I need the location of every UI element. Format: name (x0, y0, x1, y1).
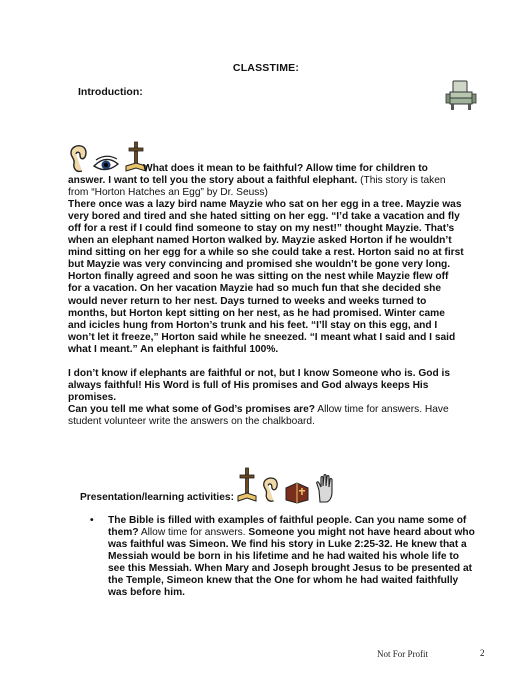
simeon-story-text: Someone you might not have heard about who was faithful was Simeon. We find his story in Luke 2:25-32. He knew that a Messiah would be born in his lifetime and he had waited his whole life to see this Messiah. When Mary and Joseph brought Jesus to be presented at the Temple, Simeon knew that the One for whom he had waited faithfully was before him. (108, 527, 475, 599)
answers-instruction: Allow time for answers. (138, 527, 246, 539)
intro-story-paragraph (68, 163, 464, 356)
page-number: 2 (480, 648, 485, 658)
promises-question: Can you tell me what some of God’s promises are? (68, 404, 316, 416)
presentation-icons-row (237, 466, 336, 506)
cross-on-book-icon (237, 466, 257, 509)
footer-text: Not For Profit (377, 649, 429, 659)
bullet-text (108, 515, 477, 599)
presentation-heading: Presentation/learning activities: (80, 492, 234, 503)
page-title: CLASSTIME: (232, 62, 300, 74)
bullet-marker: • (90, 515, 94, 526)
ear-icon (261, 476, 279, 509)
chair-icon (444, 78, 478, 112)
faithful-question: What does it mean to be faithful? Allow time for children to answer. I want to tell you the story about a faithful elephant. (68, 163, 428, 187)
god-faithful-statement: I don’t know if elephants are faithful or not, but I know Someone who is. God is always faithful! His Word is full of His promises and God always keeps His promises. (68, 368, 451, 404)
horton-story-text: There once was a lazy bird name Mayzie who sat on her egg in a tree. Mayzie was very bored and tired and she hated sitting on her egg. “I’d take a vacation and fly off for a rest if I could find someone to stay on my nest!” thought Mayzie. That’s when an elephant named Horton walked by. Mayzie asked Horton if he wouldn’t mind sitting on her egg for a while so she could take a rest. Horton said no at first but Mayzie was very convincing and promised she wouldn’t be gone very long. Horton finally agreed and soon he was sitting on the nest while Mayzie flew off for a vacation. On her vacation Mayzie had so much fun that she decided she would never return to her nest. Days turned to weeks and weeks turned to months, but Horton kept sitting on her nest, as he had promised. Winter came and icicles hung from Horton’s trunk and his feet. “I’ll stay on this egg, and I won’t let it freeze,” Horton said while he sneezed. “I meant what I said and I said what I meant.” An elephant is faithful 100%. (68, 199, 464, 355)
bible-icon (284, 480, 310, 509)
promises-instruction: Allow time for answers. Have student volunteer write the answers on the chalkboard. (68, 404, 449, 428)
presentation-bullet-item (92, 515, 477, 599)
story-source-note: (This story is taken from “Horton Hatches an Egg” by Dr. Seuss) (68, 175, 446, 199)
bible-examples-question: The Bible is filled with examples of faithful people. Can you name some of them? (108, 515, 467, 539)
introduction-heading: Introduction: (78, 86, 143, 98)
hand-icon (314, 474, 336, 509)
god-faithful-paragraph (68, 368, 464, 428)
